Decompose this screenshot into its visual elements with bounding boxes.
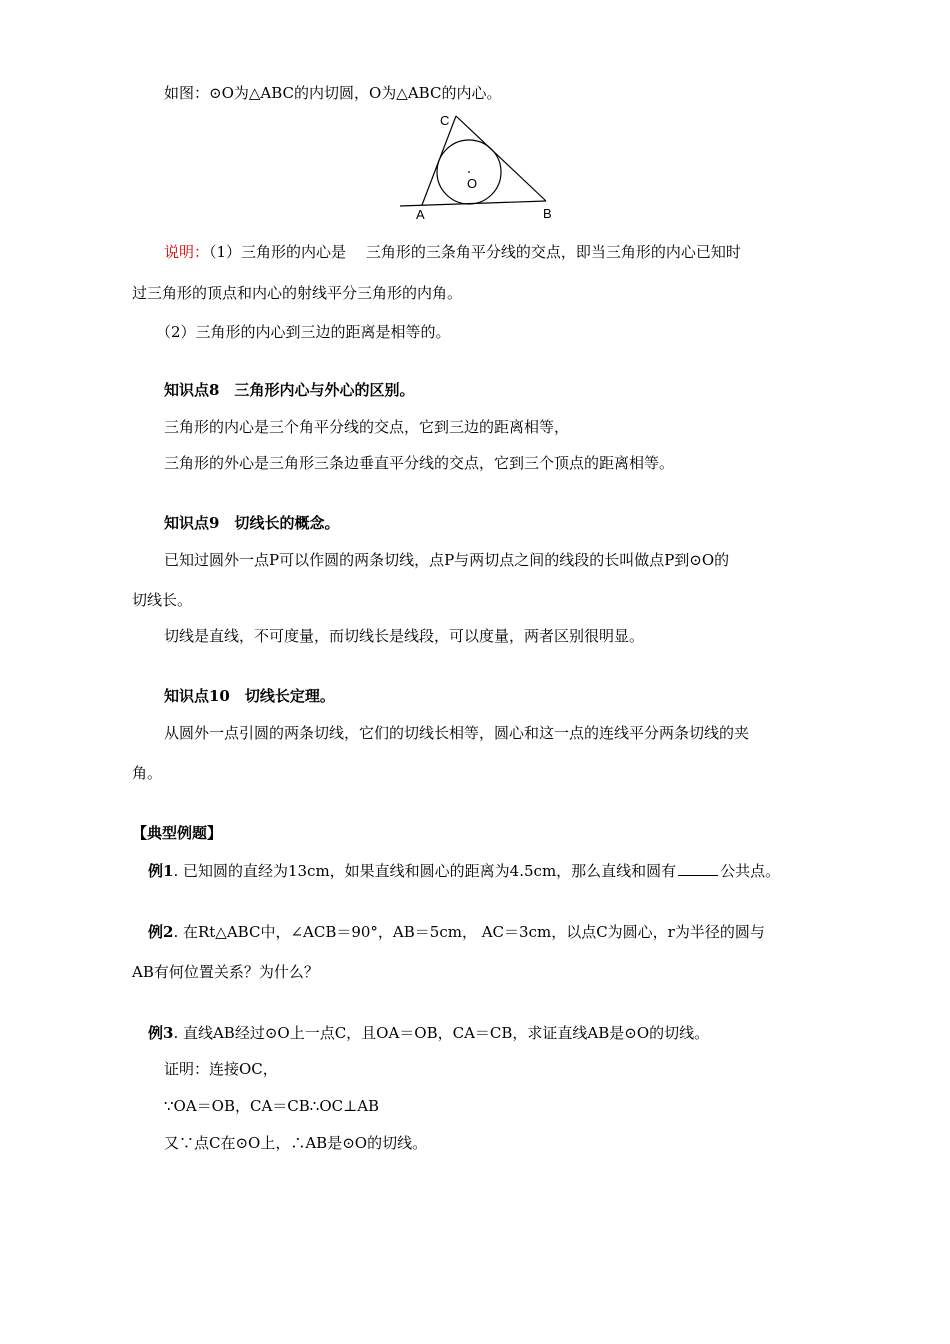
proof-line-2: ∵OA＝OB，CA＝CB∴OC⊥AB [164, 1097, 380, 1115]
note-line-3: （2）三角形的内心到三边的距离是相等的。 [156, 323, 451, 341]
example-2-line-1 [148, 922, 765, 942]
label-c: C [440, 113, 450, 128]
note-label: 说明： [164, 243, 210, 261]
k10-line-2: 角。 [132, 764, 163, 782]
example-2-line-2: AB有何位置关系？为什么？ [132, 963, 319, 981]
label-o: O [467, 176, 478, 191]
example-1 [148, 861, 780, 881]
k10-heading: 知识点10 切线长定理。 [164, 687, 335, 705]
example-3 [148, 1023, 709, 1043]
k8-line-2: 三角形的外心是三角形三条边垂直平分线的交点，它到三个顶点的距离相等。 [164, 454, 675, 472]
examples-heading: 【典型例题】 [132, 824, 223, 842]
answer-blank [678, 861, 718, 876]
k9-line-2: 切线长。 [132, 591, 193, 609]
k9-line-1: 已知过圆外一点P可以作圆的两条切线，点P与两切点之间的线段的长叫做点P到⊙O的 [164, 551, 730, 569]
k8-heading: 知识点8 三角形内心与外心的区别。 [164, 381, 415, 399]
label-b: B [543, 206, 552, 221]
k8-line-1: 三角形的内心是三个角平分线的交点，它到三边的距离相等， [164, 418, 570, 436]
center-dot [468, 171, 470, 173]
k9-heading: 知识点9 切线长的概念。 [164, 514, 340, 532]
k10-line-1: 从圆外一点引圆的两条切线，它们的切线长相等，圆心和这一点的连线平分两条切线的夹 [164, 724, 750, 742]
example-3-label: 例3 [148, 1024, 174, 1042]
k9-line-3: 切线是直线，不可度量，而切线长是线段，可以度量，两者区别很明显。 [164, 627, 645, 645]
label-a: A [416, 207, 425, 222]
proof-line-1: 证明：连接OC， [164, 1060, 278, 1078]
note-line-1 [164, 242, 741, 262]
example-2-label: 例2 [148, 923, 174, 941]
note-text-1: （1）三角形的内心是 三角形的三条角平分线的交点，即当三角形的内心已知时 [209, 243, 741, 261]
note-line-2: 过三角形的顶点和内心的射线平分三角形的内角。 [132, 284, 463, 302]
example-1-tail: 公共点。 [720, 862, 781, 880]
example-1-label: 例1 [148, 862, 174, 880]
intro-text: 如图：⊙O为△ABC的内切圆，O为△ABC的内心。 [164, 84, 502, 102]
example-3-text: . 直线AB经过⊙O上一点C，且OA＝OB，CA＝CB，求证直线AB是⊙O的切线。 [173, 1024, 710, 1042]
example-2-text: . 在Rt△ABC中，∠ACB＝90°，AB＝5cm， AC＝3cm，以点C为圆心，r为半径的圆与 [173, 923, 765, 941]
example-1-text: . 已知圆的直经为13cm，如果直线和圆心的距离为4.5cm，那么直线和圆有 [173, 862, 677, 880]
incircle-triangle-figure [396, 108, 556, 228]
proof-line-3: 又∵点C在⊙O上，∴AB是⊙O的切线。 [164, 1134, 428, 1152]
